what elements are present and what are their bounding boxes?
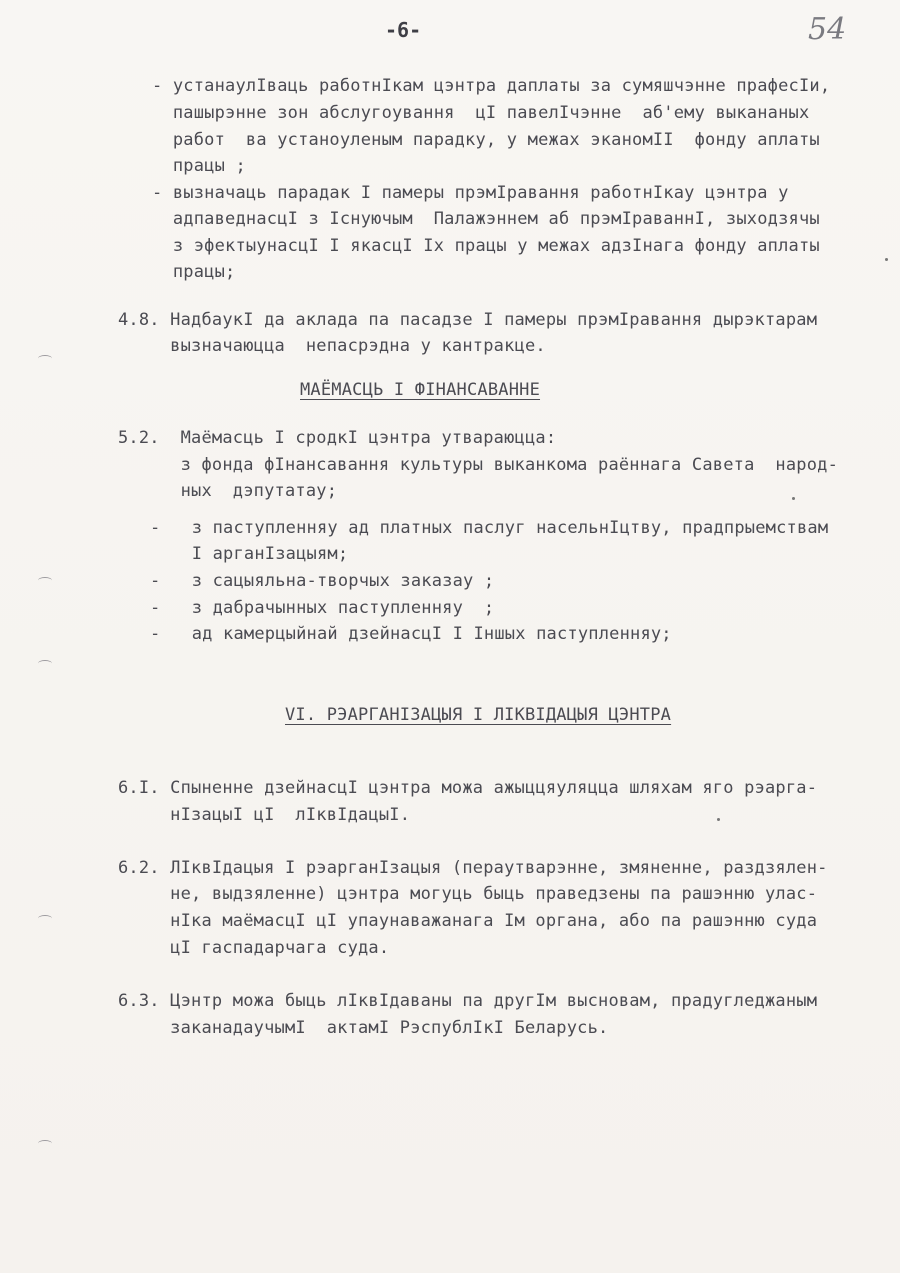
section-heading: VI. РЭАРГАНIЗАЦЫЯ I ЛIКВIДАЦЫЯ ЦЭНТРА bbox=[285, 705, 672, 725]
paragraph-line: заканадаучымI актамI РэспублIкI Беларусь. bbox=[118, 1018, 609, 1038]
list-item-line: - з дабрачынных паступленняу ; bbox=[150, 598, 495, 618]
list-item-line: - устанаулIваць работнIкам цэнтра даплаты за сумяшчэнне прафесIи, bbox=[152, 76, 831, 96]
list-item-line: I арганIзацыям; bbox=[150, 544, 349, 564]
margin-mark bbox=[38, 355, 52, 362]
paper-speck bbox=[792, 497, 795, 500]
list-item-line: пашырэнне зон абслугоування цI павелIчэнне аб'ему выкананых bbox=[152, 103, 810, 123]
margin-mark bbox=[38, 1140, 52, 1147]
margin-mark bbox=[38, 577, 52, 584]
paragraph-line: не, выдзяленне) цэнтра могуць быць праведзены па рашэнню улас- bbox=[118, 884, 818, 904]
paragraph-line: вызначаюцца непасрэдна у кантракце. bbox=[118, 336, 546, 356]
paragraph-line: 5.2. Маёмасць I сродкI цэнтра утвараюцца: bbox=[118, 428, 557, 448]
paragraph-line: 4.8. НадбаукI да аклада па пасадзе I памеры прэмIравання дырэктарам bbox=[118, 310, 818, 330]
paragraph-line: 6.I. Спыненне дзейнасцI цэнтра можа ажыццяуляцца шляхам яго рэарга- bbox=[118, 778, 818, 798]
list-item-line: - з сацыяльна-творчых заказау ; bbox=[150, 571, 495, 591]
paper-speck bbox=[717, 818, 720, 821]
paper-speck bbox=[885, 258, 888, 261]
paragraph-line: нIзацыI цI лIквIдацыI. bbox=[118, 805, 411, 825]
paragraph-line: з фонда фIнансавання культуры выканкома раённага Савета народ- bbox=[118, 455, 839, 475]
paragraph-line: 6.3. Цэнтр можа быць лIквIдаваны па другIм высновам, прадугледжаным bbox=[118, 991, 818, 1011]
list-item-line: з эфектыунасцI I якасцI Iх працы у межах адзIнага фонду аплаты bbox=[152, 236, 820, 256]
list-item-line: - вызначаць парадак I памеры прэмIравання рaботнIкау цэнтра у bbox=[152, 183, 789, 203]
list-item-line: - з паступленняу ад платных паслуг насельнIцтву, прадпрыемствам bbox=[150, 518, 829, 538]
list-item-line: - ад камерцыйнай дзейнасцI I Iншых паступленняу; bbox=[150, 624, 672, 644]
list-item-line: работ ва устаноуленым парадку, у межах эканомII фонду аплаты bbox=[152, 130, 820, 150]
list-item-line: працы; bbox=[152, 262, 236, 282]
paragraph-line: 6.2. ЛIквIдацыя I рэарганIзацыя (перaутварэнне, змяненне, раздзялен- bbox=[118, 858, 828, 878]
margin-mark bbox=[38, 915, 52, 922]
page-number: -6- bbox=[385, 18, 422, 42]
section-heading: МАЁМАСЦЬ I ФIНАНСАВАННЕ bbox=[300, 380, 541, 400]
margin-mark bbox=[38, 660, 52, 667]
paragraph-line: цI гаспадарчага суда. bbox=[118, 938, 390, 958]
list-item-line: адпаведнасцI з Iснуючым Палажэннем аб прэмIраваннI, зыходзячы bbox=[152, 209, 820, 229]
paragraph-line: ных дэпутатау; bbox=[118, 481, 338, 501]
paragraph-line: нIка маёмасцI цI упаунаважанага Iм органа, або па рашэнню суда bbox=[118, 911, 818, 931]
list-item-line: працы ; bbox=[152, 156, 246, 176]
handwritten-folio-number: 54 bbox=[808, 12, 847, 47]
